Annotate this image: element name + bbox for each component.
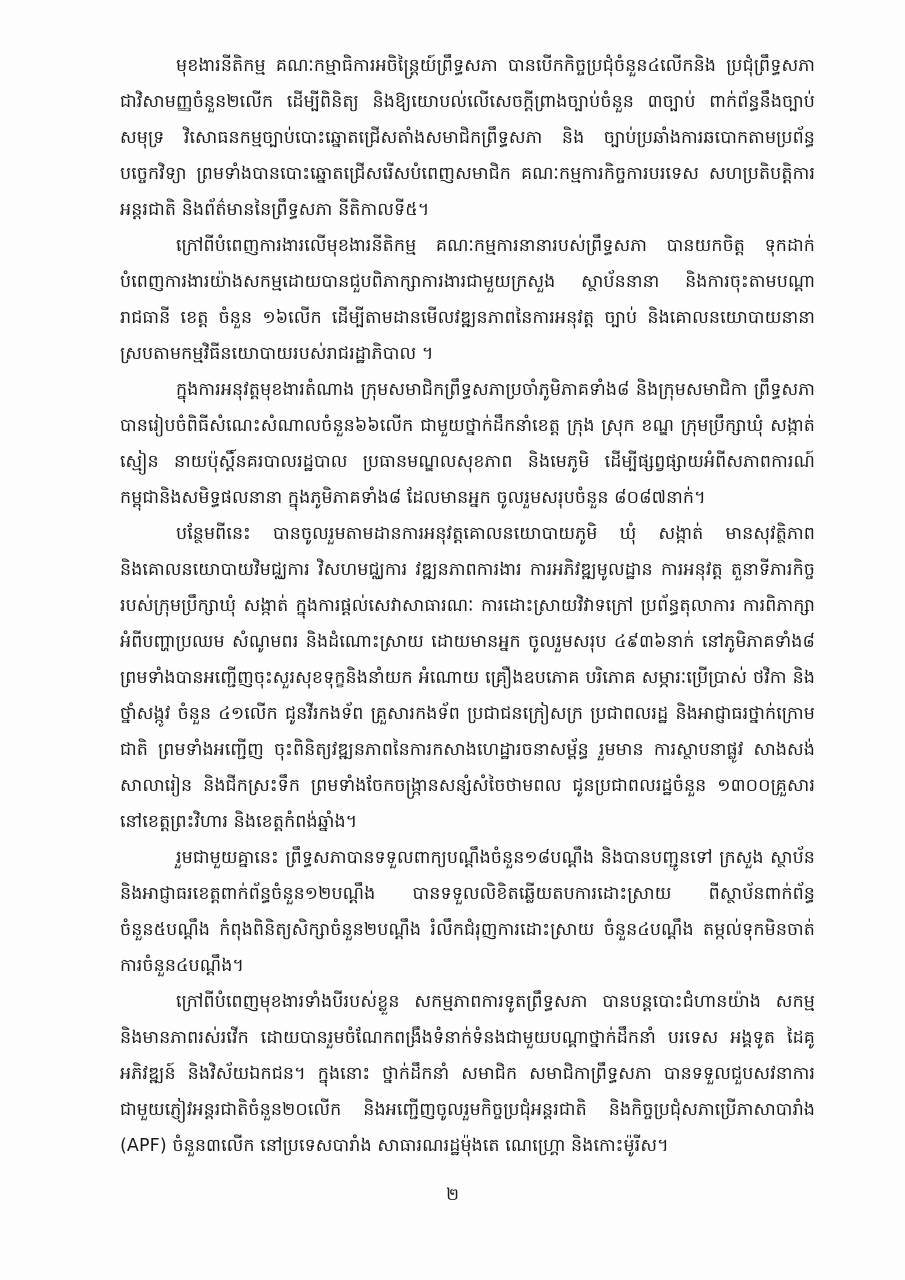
paragraph-commission-work: ក្រៅពីបំពេញការងារលើមុខងារនីតិកម្ម គណៈកម្មការនានារបស់ព្រឹទ្ធសភា បានយកចិត្ត ទុកដាក់បំពេញការងារយ៉ាងសកម្មដោយបានជួបពិភាក្សាការងារជាមួយក្រសួង ស្ថាប័ននានា និងការចុះតាមបណ្ដារាជធានី ខេត្ត ចំនួន ១៦លើក ដើម្បីតាមដានមើលវឌ្ឍនភាពនៃការអនុវត្ត ច្បាប់ និងគោលនយោបាយនានា ស្របតាមកម្មវិធីនយោបាយរបស់រាជរដ្ឋាភិបាល ។ [120,236,815,364]
document-body [120,48,815,1164]
page-number: ២ [446,1185,459,1205]
paragraph-complaints: រួមជាមួយគ្នានេះ ព្រឹទ្ធសភាបានទទួលពាក្យបណ្ដឹងចំនួន១៨បណ្ដឹង និងបានបញ្ជូនទៅ ក្រសួង ស្ថាប័ន និងអាជ្ញាធរខេត្តពាក់ព័ន្ធចំនួន១២បណ្ដឹង បានទទួលលិខិតឆ្លើយតបការដោះស្រាយ ពីស្ថាប័នពាក់ព័ន្ធចំនួន៥បណ្ដឹង កំពុងពិនិត្យសិក្សាចំនួន២បណ្ដឹង រំលឹកជំរុញការដោះស្រាយ ចំនួន៤បណ្ដឹង តម្កល់ទុកមិនចាត់ការចំនួន៤បណ្ដឹង។ [120,848,815,976]
paragraph-representation-function: ក្នុងការអនុវត្តមុខងារតំណាង ក្រុមសមាជិកព្រឹទ្ធសភាប្រចាំភូមិភាគទាំង៨ និងក្រុមសមាជិកា ព្រឹទ្ធសភា បានរៀបចំពិធីសំណេះសំណាលចំនួន៦៦លើក ជាមួយថ្នាក់ដឹកនាំខេត្ត ក្រុង ស្រុក ខណ្ឌ ក្រុមប្រឹក្សាឃុំ សង្កាត់ ស្មៀន នាយប៉ុស្តិ៍នគរបាលរដ្ឋបាល ប្រធានមណ្ឌលសុខភាព និងមេភូមិ ដើម្បីផ្សព្វផ្សាយអំពីសភាពការណ៍កម្ពុជានិងសមិទ្ធផលនានា ក្នុងភូមិភាគទាំង៨ ដែលមានអ្នក ចូលរួមសរុបចំនួន ៨០៨៧នាក់។ [120,380,815,508]
paragraph-diplomacy: ក្រៅពីបំពេញមុខងារទាំងបីរបស់ខ្លួន សកម្មភាពការទូតព្រឹទ្ធសភា បានបន្តបោះជំហានយ៉ាង សកម្ម និងមានភាពរស់រវើក ដោយបានរួមចំណែកពង្រឹងទំនាក់ទំនងជាមួយបណ្ដាថ្នាក់ដឹកនាំ បរទេស អង្គទូត ដៃគូអភិវឌ្ឍន៍ និងវិស័យឯកជន។ ក្នុងនោះ ថ្នាក់ដឹកនាំ សមាជិក សមាជិកាព្រឹទ្ធសភា បានទទួលជួបសវនាការជាមួយភ្ញៀវអន្តរជាតិចំនួន២០លើក និងអញ្ជើញចូលរួមកិច្ចប្រជុំអន្តរជាតិ និងកិច្ចប្រជុំសភាប្រើភាសាបារាំង (APF) ចំនួន៣លើក នៅប្រទេសបារាំង សាធារណរដ្ឋម៉ុងតេ ណេហ្គ្រោ និងកោះម៉ូរីស។ [120,992,815,1156]
paragraph-policy-monitoring: បន្ថែមពីនេះ បានចូលរួមតាមដានការអនុវត្តគោលនយោបាយភូមិ ឃុំ សង្កាត់ មានសុវត្ថិភាព និងគោលនយោបាយវិមជ្ឈការ វិសហមជ្ឈការ វឌ្ឍនភាពការងារ ការអភិវឌ្ឍមូលដ្ឋាន ការអនុវត្ត តួនាទីភារកិច្ចរបស់ក្រុមប្រឹក្សាឃុំ សង្កាត់ ក្នុងការផ្ដល់សេវាសាធារណៈ ការដោះស្រាយវិវាទក្រៅ ប្រព័ន្ធតុលាការ ការពិភាក្សាអំពីបញ្ហាប្រឈម សំណូមពរ និងដំណោះស្រាយ ដោយមានអ្នក ចូលរួមសរុប ៤៩៣៦នាក់ នៅភូមិភាគទាំង៨ ព្រមទាំងបានអញ្ជើញចុះសួរសុខទុក្ខនិងនាំយក អំណោយ គ្រឿងឧបភោគ បរិភោគ សម្ភារៈប្រើប្រាស់ ថវិកា និងថ្នាំសង្កូវ ចំនួន ៤១លើក ជូនវីរកងទ័ព គ្រួសារកងទ័ព ប្រជាជនក្រៀសក្រ ប្រជាពលរដ្ឋ និងអាជ្ញាធរថ្នាក់ក្រោមជាតិ ព្រមទាំងអញ្ជើញ ចុះពិនិត្យវឌ្ឍនភាពនៃការកសាងហេដ្ឋារចនាសម្ព័ន្ធ រួមមាន ការស្ថាបនាផ្លូវ សាងសង់សាលារៀន និងជីកស្រះទឹក ព្រមទាំងចែកចង្ក្រានសន្សំសំចៃថាមពល ជូនប្រជាពលរដ្ឋចំនួន ១៣០០គ្រួសារ នៅខេត្តព្រះវិហារ និងខេត្តកំពង់ឆ្នាំង។ [120,524,815,832]
paragraph-legislative-function: មុខងារនីតិកម្ម គណៈកម្មាធិការអចិន្ត្រៃយ៍ព្រឹទ្ធសភា បានបើកកិច្ចប្រជុំចំនួន៤លើកនិង ប្រជុំព្រឹទ្ធសភាជាវិសាមញ្ញចំនួន២លើក ដើម្បីពិនិត្យ និងឱ្យយោបល់លើសេចក្ដីព្រាងច្បាប់ចំនួន ៣ច្បាប់ ពាក់ព័ន្ធនឹងច្បាប់សមុទ្រ វិសោធនកម្មច្បាប់បោះឆ្នោតជ្រើសតាំងសមាជិកព្រឹទ្ធសភា និង ច្បាប់ប្រឆាំងការឆបោកតាមប្រព័ន្ធបច្ចេកវិទ្យា ព្រមទាំងបានបោះឆ្នោតជ្រើសរើសបំពេញសមាជិក គណៈកម្មការកិច្ចការបរទេស សហប្រតិបត្តិការអន្តរជាតិ និងព័ត៌មាននៃព្រឹទ្ធសភា នីតិកាលទី៥។ [120,56,815,220]
